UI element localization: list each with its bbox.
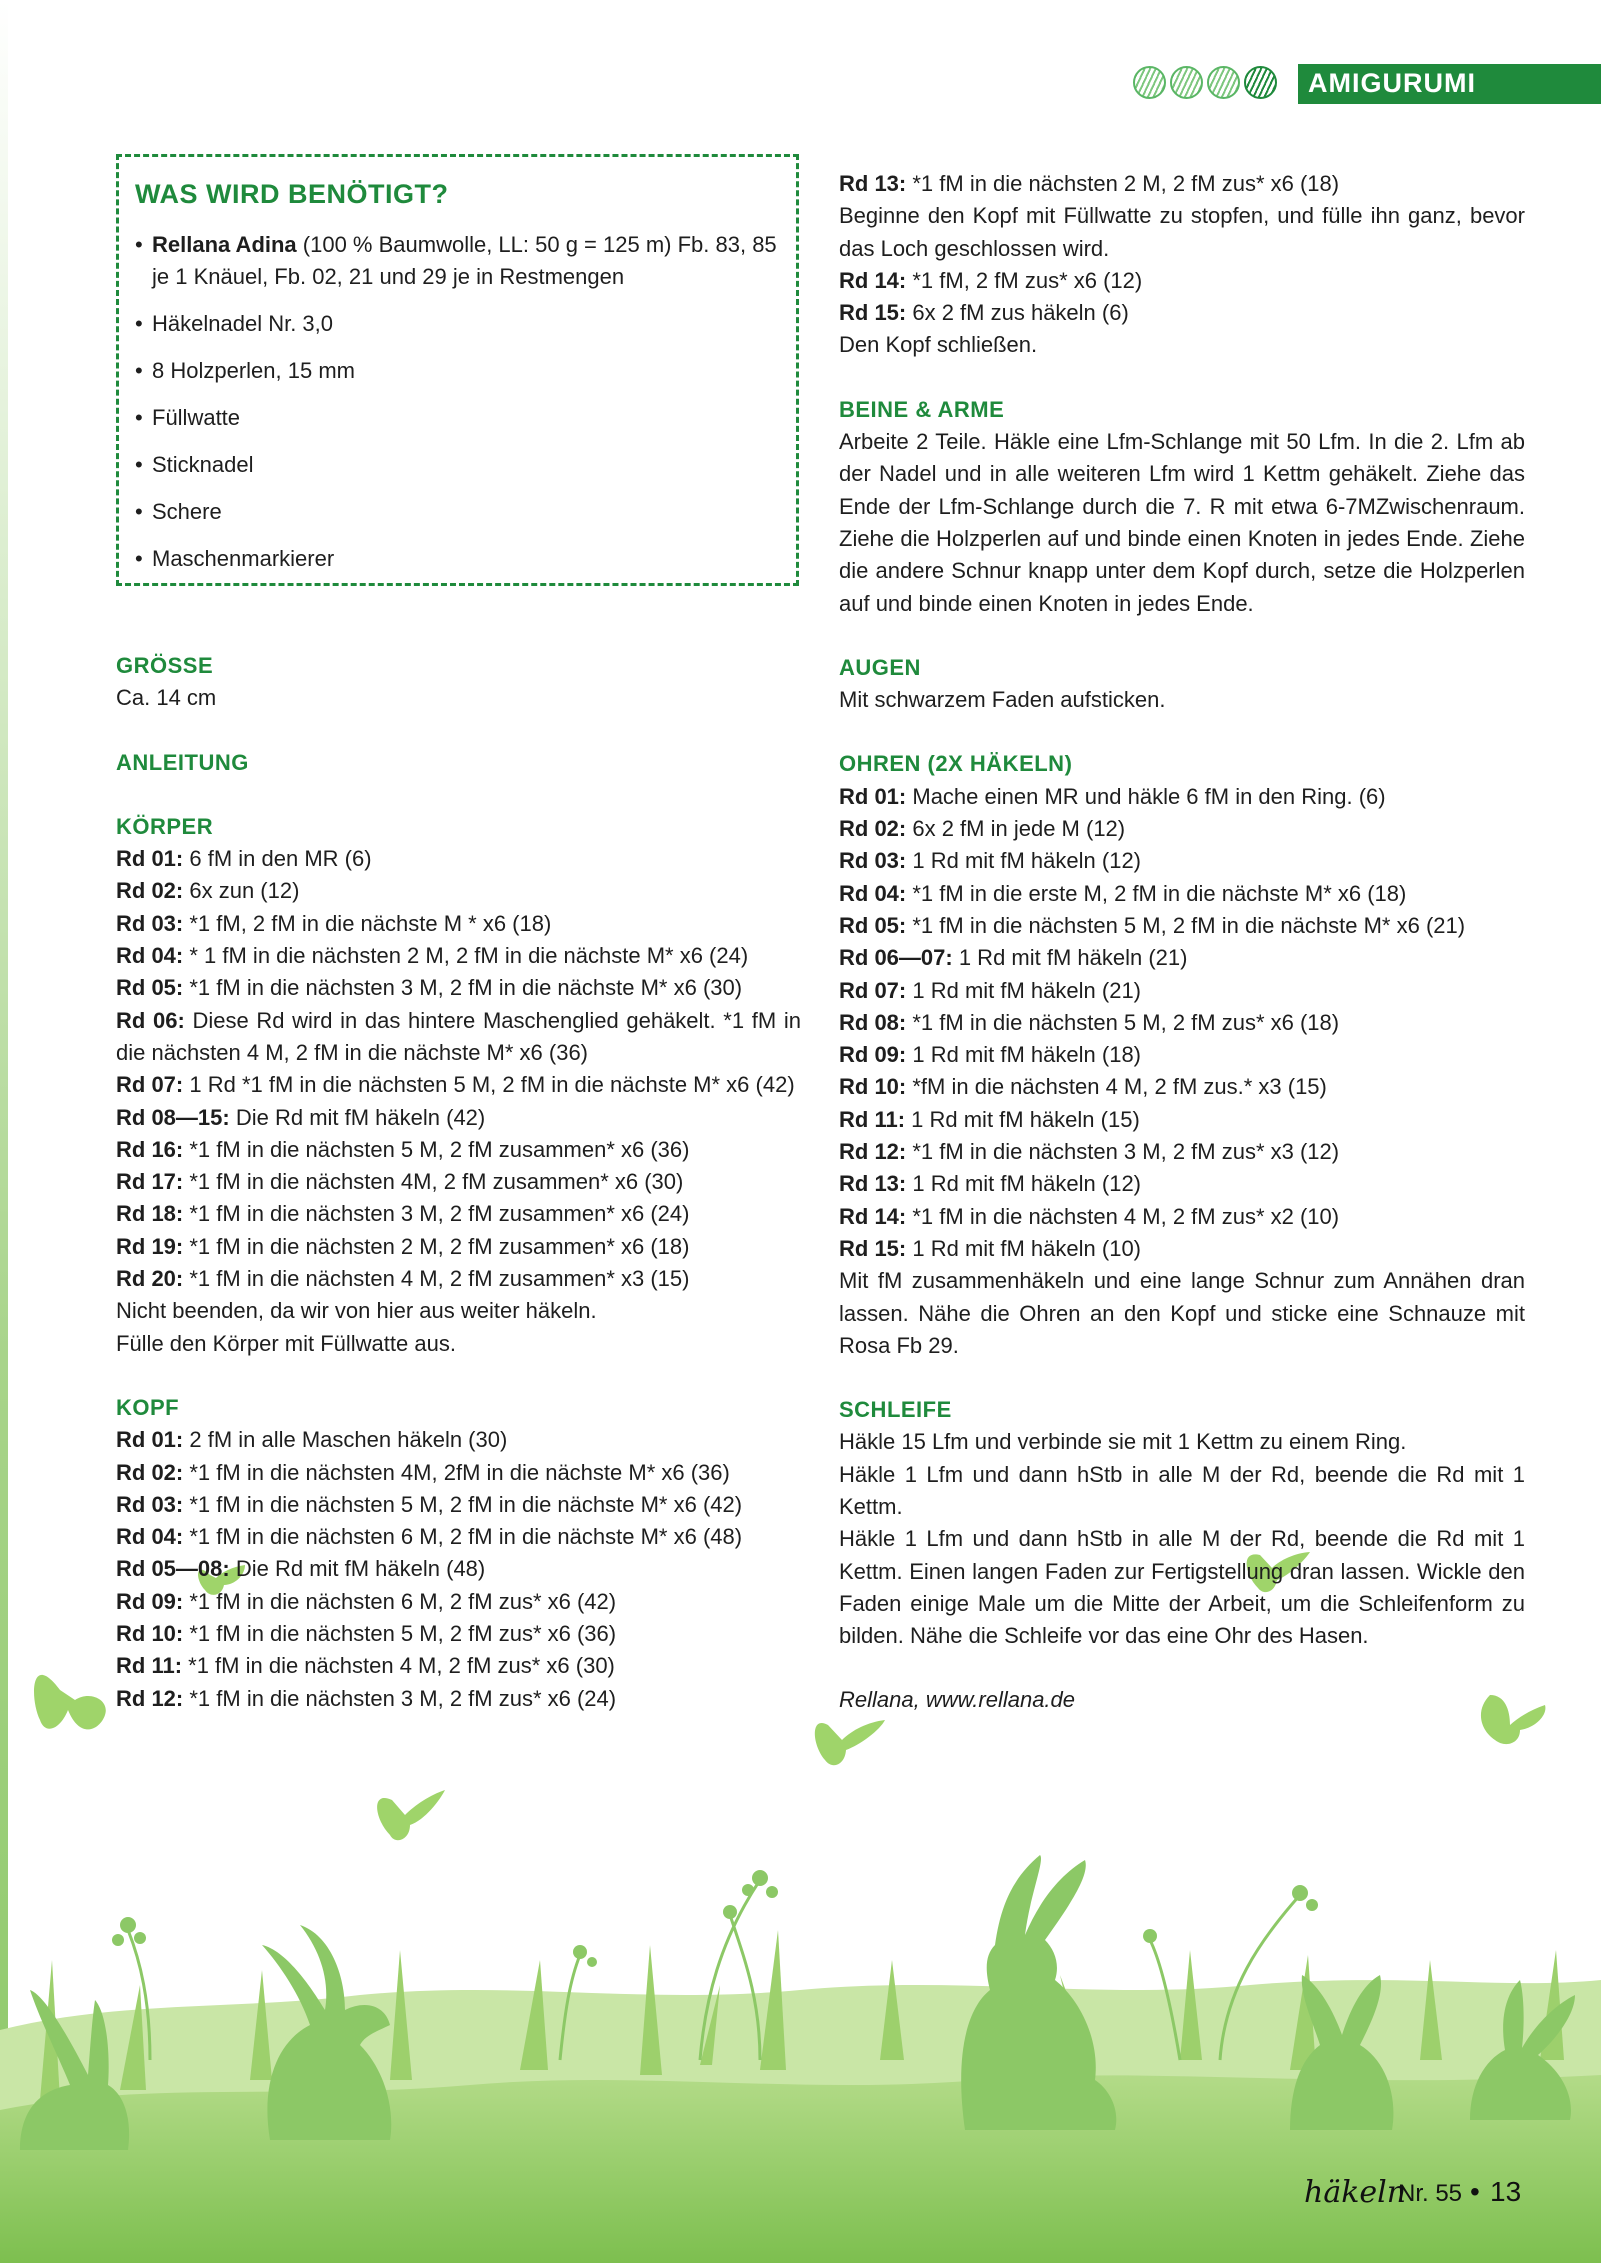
round-text: *1 fM in die nächsten 2 M, 2 fM zus* x6 (18)	[906, 171, 1340, 196]
ears-heading: OHREN (2X HÄKELN)	[839, 751, 1073, 777]
round-text: Den Kopf schließen.	[839, 332, 1038, 358]
ears-note: Mit fM zusammenhäkeln und eine lange Schnur zum Annähen dran lassen. Nähe die Ohren an den Kopf und sticke eine Schnauze mit Rosa Fb 29.	[839, 1268, 1525, 1358]
round-label: Rd 17:	[116, 1169, 184, 1195]
eyes-heading: AUGEN	[839, 654, 921, 680]
issue-number: Nr. 55	[1398, 2180, 1463, 2207]
round-row	[116, 940, 801, 972]
round-row	[116, 1618, 801, 1650]
round-row	[839, 1039, 1525, 1071]
round-label: Rd 09:	[116, 1588, 184, 1614]
round-text: *1 fM in die nächsten 4M, 2 fM zusammen* x6 (30)	[183, 1169, 684, 1195]
round-row	[839, 1233, 1525, 1265]
round-text: 1 Rd mit fM häkeln (21)	[952, 945, 1188, 971]
round-row	[116, 1521, 801, 1553]
round-label: Rd 07:	[839, 977, 907, 1003]
head-rows	[116, 1424, 801, 1715]
round-label: Rd 05:	[839, 912, 907, 938]
flower-heads	[112, 1870, 1318, 1967]
round-row	[116, 1005, 801, 1070]
round-text: 1 Rd mit fM häkeln (12)	[906, 848, 1141, 874]
yarn-ball-icon	[1207, 66, 1240, 99]
round-text: *1 fM in die nächsten 5 M, 2 fM zus* x6 (36)	[183, 1621, 617, 1647]
round-text: 1 Rd mit fM häkeln (10)	[906, 1235, 1141, 1261]
materials-item-text: Häkelnadel Nr. 3,0	[152, 311, 333, 336]
round-label: Rd 04:	[116, 943, 184, 969]
round-row	[839, 329, 1525, 361]
round-label: Rd 20:	[116, 1266, 184, 1292]
materials-item-text: Füllwatte	[152, 405, 241, 430]
round-text: *1 fM in die nächsten 3 M, 2 fM zus* x6 (24)	[183, 1685, 617, 1711]
credit-line: Rellana, www.rellana.de	[839, 1687, 1076, 1713]
round-label: Rd 10:	[839, 1074, 907, 1100]
round-label: Rd 15:	[839, 300, 907, 326]
round-text: *1 fM, 2 fM in die nächste M * x6 (18)	[183, 910, 552, 936]
materials-item	[135, 229, 785, 293]
round-row	[116, 1231, 801, 1263]
round-label: Rd 06—07:	[839, 945, 953, 971]
round-label: Rd 06:	[116, 1007, 185, 1033]
round-row	[839, 1104, 1525, 1136]
round-row	[116, 1166, 801, 1198]
round-text: 1 Rd *1 fM in die nächsten 5 M, 2 fM in die nächste M* x6 (42)	[183, 1072, 795, 1098]
materials-item-text: (100 % Baumwolle, LL: 50 g = 125 m) Fb. 83, 85 je 1 Knäuel, Fb. 02, 21 und 29 je in Restmengen	[152, 232, 777, 289]
bow-line: Häkle 15 Lfm und verbinde sie mit 1 Kettm zu einem Ring.	[839, 1429, 1407, 1455]
round-label: Rd 05:	[116, 975, 184, 1001]
round-text: *1 fM in die nächsten 4M, 2fM in die nächste M* x6 (36)	[183, 1459, 730, 1485]
legs-heading: BEINE & ARME	[839, 396, 1005, 422]
round-text: 1 Rd mit fM häkeln (21)	[906, 977, 1141, 1003]
body-note: Fülle den Körper mit Füllwatte aus.	[116, 1330, 456, 1356]
page-number: 13	[1490, 2176, 1522, 2207]
round-label: Rd 11:	[839, 1106, 906, 1132]
round-text: *1 fM in die nächsten 2 M, 2 fM zusammen* x6 (18)	[183, 1233, 690, 1259]
round-row	[116, 1683, 801, 1715]
round-text: *1 fM in die nächsten 3 M, 2 fM zusammen* x6 (24)	[183, 1201, 690, 1227]
round-row	[839, 1071, 1525, 1103]
round-row	[116, 1198, 801, 1230]
round-label: Rd 13:	[839, 171, 907, 196]
round-text: *1 fM in die nächsten 5 M, 2 fM in die nächste M* x6 (21)	[906, 912, 1466, 938]
round-text: *1 fM in die nächsten 6 M, 2 fM in die nächste M* x6 (48)	[183, 1524, 743, 1550]
round-text: Beginne den Kopf mit Füllwatte zu stopfen, und fülle ihn ganz, bevor das Loch geschlossen wird.	[839, 203, 1525, 261]
round-text: Die Rd mit fM häkeln (48)	[229, 1556, 486, 1582]
round-text: 6x 2 fM zus häkeln (6)	[906, 300, 1129, 326]
round-text: 6x 2 fM in jede M (12)	[906, 816, 1126, 842]
materials-title: WAS WIRD BENÖTIGT?	[135, 179, 449, 209]
round-row	[116, 1424, 801, 1456]
round-text: *1 fM, 2 fM zus* x6 (12)	[906, 267, 1143, 293]
yarn-ball-icon	[1244, 66, 1277, 99]
section-label: AMIGURUMI	[1308, 68, 1476, 98]
bow-line: Häkle 1 Lfm und dann hStb in alle M der Rd, beende die Rd mit 1 Kettm. Einen langen Faden zur Fertigstellung dran lassen. Wickle den Faden einige Male um die Mitte der Arbeit, um die Schleifenform zu bilden. Nähe die Schleife vor das eine Ohr des Hasen.	[839, 1526, 1525, 1649]
materials-item	[135, 543, 785, 575]
head-heading: KOPF	[116, 1394, 180, 1420]
round-label: Rd 02:	[839, 816, 907, 842]
round-label: Rd 13:	[839, 1171, 907, 1197]
size-text: Ca. 14 cm	[116, 685, 217, 711]
round-label: Rd 12:	[116, 1685, 184, 1711]
round-text: *1 fM in die nächsten 5 M, 2 fM zusammen* x6 (36)	[183, 1136, 690, 1162]
bow-line: Häkle 1 Lfm und dann hStb in alle M der Rd, beende die Rd mit 1 Kettm.	[839, 1461, 1525, 1519]
round-label: Rd 01:	[116, 1427, 184, 1453]
round-label: Rd 01:	[116, 846, 184, 872]
round-row	[839, 1168, 1525, 1200]
round-row	[116, 1263, 801, 1295]
round-text: Diese Rd wird in das hintere Maschenglied gehäkelt. *1 fM in die nächsten 4 M, 2 fM in die nächste M* x6 (36)	[116, 1007, 801, 1065]
bow-heading: SCHLEIFE	[839, 1397, 952, 1423]
materials-item	[135, 449, 785, 481]
materials-item	[135, 402, 785, 434]
round-label: Rd 04:	[839, 880, 907, 906]
round-label: Rd 08:	[839, 1009, 907, 1035]
round-row	[116, 972, 801, 1004]
round-row	[839, 813, 1525, 845]
round-row	[839, 910, 1525, 942]
round-row	[116, 1134, 801, 1166]
round-row	[839, 168, 1525, 200]
round-row	[839, 942, 1525, 974]
round-text: Die Rd mit fM häkeln (42)	[229, 1104, 486, 1130]
round-row	[116, 908, 801, 940]
materials-list	[135, 229, 785, 590]
round-row	[839, 878, 1525, 910]
yarn-ball-icon	[1170, 66, 1203, 99]
butterfly-icon	[34, 1675, 106, 1730]
body-rows	[116, 843, 801, 1295]
ears-rows	[839, 781, 1525, 1265]
round-text: 1 Rd mit fM häkeln (12)	[906, 1171, 1141, 1197]
round-text: 2 fM in alle Maschen häkeln (30)	[183, 1427, 508, 1453]
right-column	[839, 168, 1525, 1717]
round-label: Rd 19:	[116, 1233, 184, 1259]
round-row	[116, 843, 801, 875]
round-row	[839, 781, 1525, 813]
instructions-heading: ANLEITUNG	[116, 749, 249, 775]
size-heading: GRÖSSE	[116, 653, 214, 678]
body-note: Nicht beenden, da wir von hier aus weiter häkeln.	[116, 1298, 597, 1324]
round-row	[839, 1007, 1525, 1039]
materials-item	[135, 355, 785, 387]
round-row	[116, 875, 801, 907]
round-text: 6 fM in den MR (6)	[183, 846, 372, 872]
left-column	[116, 650, 801, 1715]
round-text: Mache einen MR und häkle 6 fM in den Ring. (6)	[906, 783, 1386, 809]
materials-item-text: 8 Holzperlen, 15 mm	[152, 358, 355, 383]
round-row	[839, 845, 1525, 877]
materials-item-text: Maschenmarkierer	[152, 546, 335, 571]
round-label: Rd 03:	[116, 1491, 184, 1517]
round-row	[839, 1136, 1525, 1168]
round-label: Rd 14:	[839, 267, 907, 293]
round-label: Rd 05—08:	[116, 1556, 230, 1582]
round-label: Rd 15:	[839, 1235, 907, 1261]
round-row	[839, 975, 1525, 1007]
round-row	[116, 1586, 801, 1618]
butterfly-icon	[815, 1720, 885, 1765]
materials-item	[135, 308, 785, 340]
round-text: *1 fM in die nächsten 4 M, 2 fM zus* x6 (30)	[182, 1653, 615, 1679]
round-row	[839, 297, 1525, 329]
round-label: Rd 11:	[116, 1653, 183, 1679]
round-row	[116, 1553, 801, 1585]
legs-text: Arbeite 2 Teile. Häkle eine Lfm-Schlange mit 50 Lfm. In die 2. Lfm ab der Nadel und in alle weiteren Lfm wird 1 Kettm gehäkelt. Ziehe das Ende der Lfm-Schlange durch die 7. R mit etwa 6-7MZwischenraum. Ziehe die Holzperlen auf und binde einen Knoten in jedes Ende. Ziehe die andere Schnur knapp unter dem Kopf durch, setze die Holzperlen auf und binde einen Knoten in jedes Ende.	[839, 429, 1525, 616]
body-heading: KÖRPER	[116, 813, 214, 839]
round-text: *1 fM in die nächsten 4 M, 2 fM zusammen* x3 (15)	[183, 1266, 690, 1292]
round-row	[839, 1201, 1525, 1233]
butterfly-icon	[377, 1790, 445, 1840]
round-label: Rd 18:	[116, 1201, 184, 1227]
round-label: Rd 02:	[116, 1459, 184, 1485]
round-text: *1 fM in die erste M, 2 fM in die nächste M* x6 (18)	[906, 880, 1407, 906]
materials-item	[135, 496, 785, 528]
round-row	[116, 1489, 801, 1521]
round-label: Rd 16:	[116, 1136, 184, 1162]
round-text: 1 Rd mit fM häkeln (15)	[905, 1106, 1140, 1132]
section-tag	[1298, 64, 1601, 104]
round-row	[116, 1102, 801, 1134]
round-label: Rd 07:	[116, 1072, 184, 1098]
round-text: *1 fM in die nächsten 5 M, 2 fM in die nächste M* x6 (42)	[183, 1491, 743, 1517]
round-label: Rd 09:	[839, 1042, 907, 1068]
round-label: Rd 03:	[116, 910, 184, 936]
eyes-text: Mit schwarzem Faden aufsticken.	[839, 687, 1166, 713]
round-label: Rd 08—15:	[116, 1104, 230, 1130]
round-text: 1 Rd mit fM häkeln (18)	[906, 1042, 1141, 1068]
round-label: Rd 04:	[116, 1524, 184, 1550]
round-label: Rd 01:	[839, 783, 907, 809]
round-label: Rd 12:	[839, 1139, 907, 1165]
round-text: *fM in die nächsten 4 M, 2 fM zus.* x3 (15)	[906, 1074, 1327, 1100]
materials-item-strong: Rellana Adina	[152, 232, 297, 257]
round-row	[839, 200, 1525, 265]
round-text: *1 fM in die nächsten 6 M, 2 fM zus* x6 (42)	[183, 1588, 617, 1614]
materials-box	[116, 154, 799, 586]
round-row	[116, 1457, 801, 1489]
yarn-ball-icon	[1133, 66, 1166, 99]
round-label: Rd 10:	[116, 1621, 184, 1647]
round-label: Rd 02:	[116, 878, 184, 904]
round-label: Rd 03:	[839, 848, 907, 874]
materials-item-text: Sticknadel	[152, 452, 254, 477]
footer-separator: •	[1470, 2176, 1480, 2207]
round-row	[839, 265, 1525, 297]
round-text: *1 fM in die nächsten 4 M, 2 fM zus* x2 (10)	[906, 1203, 1340, 1229]
round-text: * 1 fM in die nächsten 2 M, 2 fM in die nächste M* x6 (24)	[183, 943, 749, 969]
round-text: *1 fM in die nächsten 3 M, 2 fM in die nächste M* x6 (30)	[183, 975, 743, 1001]
round-row	[116, 1069, 801, 1101]
round-row	[116, 1650, 801, 1682]
round-label: Rd 14:	[839, 1203, 907, 1229]
head-rows-continued	[839, 168, 1525, 362]
materials-item-text: Schere	[152, 499, 222, 524]
magazine-name: häkeln	[1304, 2175, 1407, 2210]
yarn-ball-icons	[1133, 66, 1277, 102]
round-text: *1 fM in die nächsten 5 M, 2 fM zus* x6 (18)	[906, 1009, 1340, 1035]
round-text: 6x zun (12)	[183, 878, 300, 904]
round-text: *1 fM in die nächsten 3 M, 2 fM zus* x3 (12)	[906, 1139, 1340, 1165]
